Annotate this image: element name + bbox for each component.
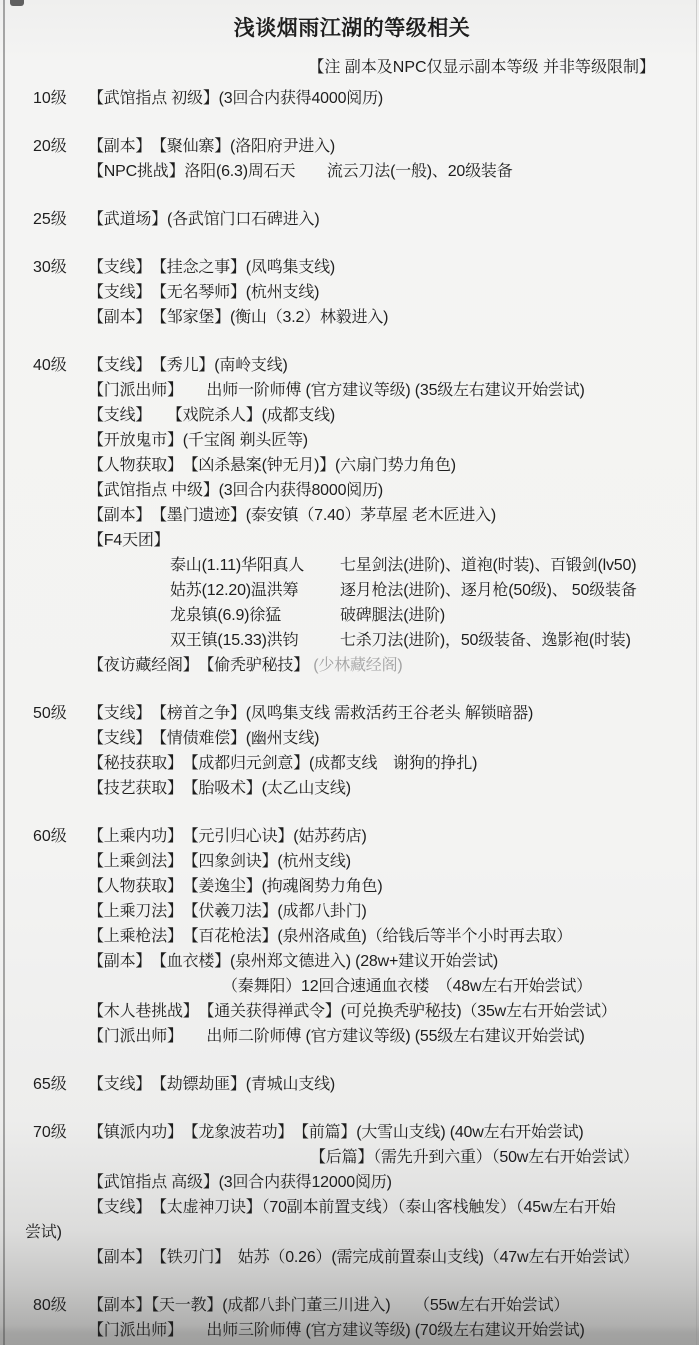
level-section xyxy=(33,134,699,184)
entry-line xyxy=(88,378,699,403)
level-section xyxy=(33,207,699,232)
entry-text: 【支线】 【戏院杀人】(成都支线) xyxy=(88,407,336,424)
entry-text: 【武道场】(各武馆门口石碑进入) xyxy=(88,211,320,228)
level-section xyxy=(33,1293,699,1343)
entry-text: 【镇派内功】 【龙象波若功】 【前篇】(大雪山支线) (40w左右开始尝试) xyxy=(88,1124,584,1141)
entry-line xyxy=(88,428,699,453)
level-section xyxy=(25,1120,699,1270)
entry-text: 【武馆指点 初级】(3回合内获得4000阅历) xyxy=(88,90,383,107)
entry-line xyxy=(88,255,699,280)
entry-line xyxy=(25,1220,699,1245)
entry-text: 【上乘内功】 【元引归心诀】(姑苏药店) xyxy=(88,828,367,845)
npc-reward: 七星剑法(进阶)、道袍(时装)、百锻剑(lv50) xyxy=(340,557,637,574)
entry-line xyxy=(88,503,699,528)
level-label: 70级 xyxy=(33,1124,67,1141)
npc-reward: 逐月枪法(进阶)、逐月枪(50级)、 50级装备 xyxy=(340,582,637,599)
entry-line xyxy=(88,453,699,478)
entry-text: 【副本】【天一教】(成都八卦门董三川进入) （55w左右开始尝试） xyxy=(88,1297,570,1314)
entry-line xyxy=(88,726,699,751)
entry-line xyxy=(88,134,699,159)
level-label: 65级 xyxy=(33,1076,67,1093)
page-title: 浅谈烟雨江湖的等级相关 xyxy=(233,17,471,40)
level-label: 60级 xyxy=(33,828,67,845)
npc-reward: 破碑腿法(进阶) xyxy=(340,607,446,624)
entry-line xyxy=(88,1024,699,1049)
level-section-body xyxy=(88,701,699,801)
entry-line xyxy=(88,478,699,503)
entry-text: 【F4天团】 xyxy=(88,532,170,549)
entry-line xyxy=(88,1318,699,1343)
entry-text: 【秘技获取】 【成都归元剑意】(成都支线 谢狗的挣扎) xyxy=(88,755,478,772)
level-section-body xyxy=(88,207,699,232)
entry-text: 【支线】 【太虚神刀诀】（70副本前置支线）（泰山客栈触发）（45w左右开始 xyxy=(88,1199,616,1216)
level-label: 30级 xyxy=(33,259,67,276)
level-label: 10级 xyxy=(33,90,67,107)
entry-text: 【支线】 【劫镖劫匪】(青城山支线) xyxy=(88,1076,336,1093)
level-section xyxy=(33,824,699,1049)
entry-line xyxy=(88,751,699,776)
entry-text: 【技艺获取】 【胎吸术】(太乙山支线) xyxy=(88,780,351,797)
note-line: 【注 副本及NPC仅显示副本等级 并非等级限制】 xyxy=(308,59,655,76)
level-section xyxy=(33,1072,699,1097)
entry-text: 【NPC挑战】洛阳(6.3)周石天 流云刀法(一般)、20级装备 xyxy=(88,163,513,180)
entry-text: 【副本】 【血衣楼】(泉州郑文德进入) (28w+建议开始尝试) xyxy=(88,953,499,970)
entry-text: 【上乘枪法】 【百花枪法】(泉州洛咸鱼)（给钱后等半个小时再去取） xyxy=(88,928,573,945)
entry-text: 【上乘刀法】 【伏羲刀法】(成都八卦门) xyxy=(88,903,367,920)
entry-text: 【门派出师】 出师二阶师傅 (官方建议等级) (55级左右建议开始尝试) xyxy=(88,1028,585,1045)
entry-line xyxy=(88,849,699,874)
entry-text: 【上乘剑法】 【四象剑诀】(杭州支线) xyxy=(88,853,351,870)
entry-text: 【支线】 【情债难偿】(幽州支线) xyxy=(88,730,320,747)
entry-text: 【支线】 【无名琴师】(杭州支线) xyxy=(88,284,320,301)
entry-line xyxy=(88,1245,699,1270)
entry-text: 【副本】 【铁刃门】 姑苏（0.26）(需完成前置泰山支线)（47w左右开始尝试） xyxy=(88,1249,639,1266)
level-section-body xyxy=(88,1293,699,1343)
entry-line xyxy=(222,974,699,999)
entry-line xyxy=(88,701,699,726)
level-label: 40级 xyxy=(33,357,67,374)
entry-text: 【支线】 【榜首之争】(凤鸣集支线 需救活药王谷老头 解锁暗器) xyxy=(88,705,534,722)
npc-reward: 七杀刀法(进阶)，50级装备、逸影袍(时装) xyxy=(340,632,631,649)
entry-line xyxy=(88,899,699,924)
entry-text: 【副本】 【墨门遗迹】(泰安镇（7.40）茅草屋 老木匠进入) xyxy=(88,507,497,524)
entry-line xyxy=(88,653,699,678)
entry-line xyxy=(88,1170,699,1195)
entry-text: 【人物获取】 【凶杀悬案(钟无月)】(六扇门势力角色) xyxy=(88,457,456,474)
entry-line xyxy=(88,280,699,305)
entry-line xyxy=(88,353,699,378)
entry-text: （秦舞阳）12回合速通血衣楼 （48w左右开始尝试） xyxy=(222,978,592,995)
entry-text: 【门派出师】 出师三阶师傅 (官方建议等级) (70级左右建议开始尝试) xyxy=(88,1322,585,1339)
level-section-body xyxy=(88,86,699,111)
entry-text: 尝试) xyxy=(25,1224,62,1241)
entry-text: 【副本】 【聚仙寨】(洛阳府尹进入) xyxy=(88,138,336,155)
entry-line xyxy=(88,824,699,849)
level-label: 25级 xyxy=(33,211,67,228)
entry-line xyxy=(88,1120,699,1145)
entry-line xyxy=(170,603,699,628)
entry-line xyxy=(88,159,699,184)
entry-line xyxy=(88,1293,699,1318)
level-label: 50级 xyxy=(33,705,67,722)
entry-line xyxy=(170,578,699,603)
muted-text: (少林藏经阁) xyxy=(313,657,403,674)
entry-line xyxy=(88,1195,699,1220)
entry-line xyxy=(88,1072,699,1097)
entry-text: 【副本】 【邹家堡】(衡山（3.2）林毅进入) xyxy=(88,309,389,326)
level-section xyxy=(33,701,699,801)
entry-line xyxy=(88,403,699,428)
entry-line xyxy=(170,553,699,578)
level-label: 20级 xyxy=(33,138,67,155)
entry-line xyxy=(88,874,699,899)
npc-name: 双王镇(15.33)洪钧 xyxy=(170,632,299,649)
entry-text: 【开放鬼市】(千宝阁 剃头匠等) xyxy=(88,432,308,449)
entry-line xyxy=(88,776,699,801)
entry-line xyxy=(88,528,699,553)
level-section-body xyxy=(88,255,699,330)
entry-line xyxy=(88,305,699,330)
entry-text: 【支线】 【挂念之事】(凤鸣集支线) xyxy=(88,259,336,276)
npc-name: 龙泉镇(6.9)徐猛 xyxy=(170,607,281,624)
entry-text: 【夜访藏经阁】 【偷秃驴秘技】 xyxy=(88,657,314,674)
entry-text: 【门派出师】 出师一阶师傅 (官方建议等级) (35级左右建议开始尝试) xyxy=(88,382,585,399)
entry-line xyxy=(88,999,699,1024)
entry-line xyxy=(88,86,699,111)
entry-text: 【后篇】（需先升到六重）（50w左右开始尝试） xyxy=(310,1149,639,1166)
entry-text: 【人物获取】 【姜逸尘】(拘魂阁势力角色) xyxy=(88,878,383,895)
entry-line xyxy=(310,1145,699,1170)
entry-text: 【木人巷挑战】 【通关获得禅武令】(可兑换秃驴秘技)（35w左右开始尝试） xyxy=(88,1003,617,1020)
npc-name: 泰山(1.11)华阳真人 xyxy=(170,557,305,574)
level-section-body xyxy=(88,134,699,184)
entry-line xyxy=(88,924,699,949)
sections xyxy=(25,86,699,1343)
level-label: 80级 xyxy=(33,1297,67,1314)
level-section xyxy=(33,255,699,330)
level-section xyxy=(33,86,699,111)
entry-text: 【武馆指点 中级】(3回合内获得8000阅历) xyxy=(88,482,383,499)
entry-line xyxy=(88,207,699,232)
npc-name: 姑苏(12.20)温洪筹 xyxy=(170,582,299,599)
level-section-body xyxy=(88,353,699,678)
level-section-body xyxy=(88,824,699,1049)
entry-line xyxy=(170,628,699,653)
level-section xyxy=(33,353,699,678)
entry-text: 【支线】 【秀儿】(南岭支线) xyxy=(88,357,288,374)
entry-line xyxy=(88,949,699,974)
entry-text: 【武馆指点 高级】(3回合内获得12000阅历) xyxy=(88,1174,392,1191)
level-section-body xyxy=(88,1072,699,1097)
